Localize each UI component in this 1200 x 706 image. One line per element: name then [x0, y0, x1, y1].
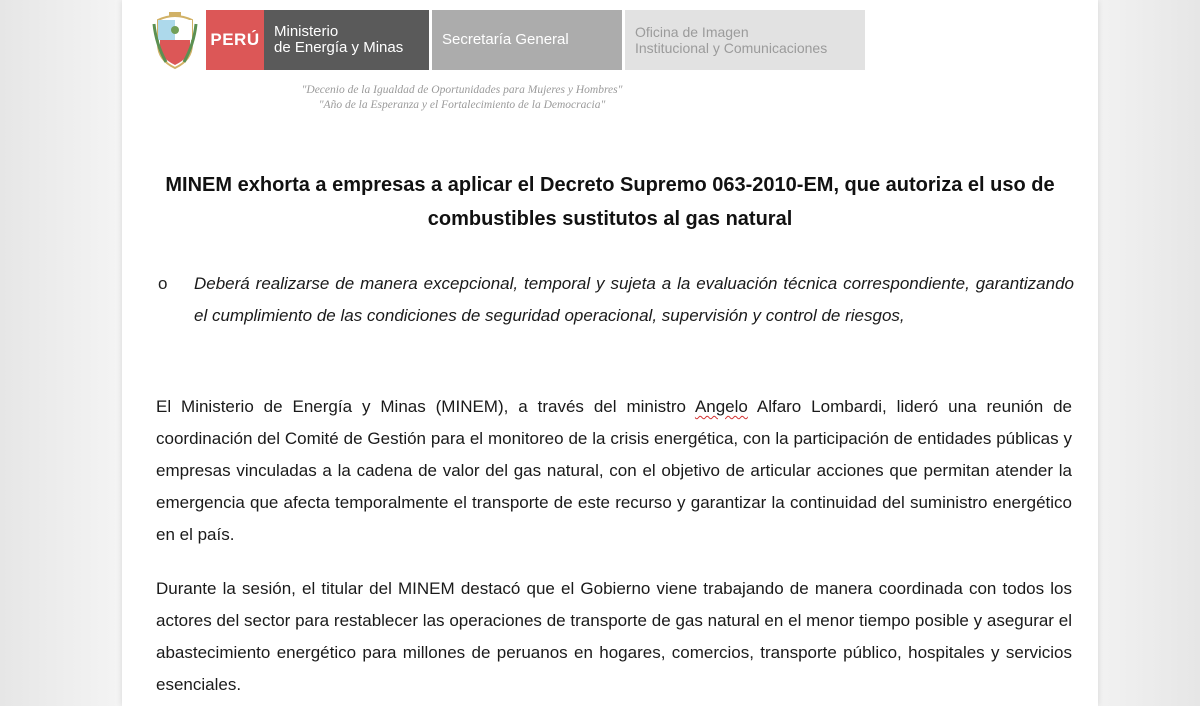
peru-label: PERÚ [210, 30, 260, 49]
secretaria-block [432, 10, 622, 70]
ministry-block [264, 10, 429, 70]
institutional-header [152, 10, 912, 76]
motto-2: "Año de la Esperanza y el Fortalecimiento de la Democracia" [318, 99, 606, 111]
ministry-line-1: Ministerio [274, 23, 339, 40]
bullet-marker: o [158, 274, 168, 293]
secretaria-label: Secretaría General [442, 31, 569, 48]
paragraph-2: Durante la sesión, el titular del MINEM destacó que el Gobierno viene trabajando de manera coordinada con todos los actores del sector para restablecer las operaciones de transporte de gas natural en el menor tiempo posible y asegurar el abastecimiento energético para millones de peruanos en hogares, comercios, transporte público, hospitales y servicios esenciales. [156, 579, 1072, 694]
spellcheck-flagged-word: Angelo [694, 397, 748, 416]
oficina-block [625, 10, 865, 70]
coat-of-arms-icon [152, 10, 198, 72]
peru-label-block [206, 10, 264, 70]
document-page [122, 0, 1098, 706]
paragraph-1 [156, 391, 1072, 551]
ministry-line-2: de Energía y Minas [274, 39, 404, 56]
summary-bullet [158, 268, 1074, 332]
paragraph-1-end: Alfaro Lombardi, lideró una reunión de coordinación del Comité de Gestión para el monitoreo de la crisis energética, con la participación de entidades públicas y empresas vinculadas a la cadena de valor del gas natural, con el objetivo de articular acciones que permitan atender la emergencia que afecta temporalmente el transporte de este recurso y garantizar la continuidad del suministro energético en el país. [156, 397, 1072, 544]
oficina-line-1: Oficina de Imagen [635, 24, 749, 40]
article-title: MINEM exhorta a empresas a aplicar el Decreto Supremo 063-2010-EM, que autoriza el uso de combustibles sustitutos al gas natural [165, 174, 1055, 230]
motto-1: "Decenio de la Igualdad de Oportunidades para Mujeres y Hombres" [301, 84, 623, 96]
header-mottos [182, 83, 742, 113]
bullet-text: Deberá realizarse de manera excepcional, temporal y sujeta a la evaluación técnica correspondiente, garantizando el cumplimiento de las condiciones de seguridad operacional, supervisión y control de riesgos, [194, 274, 1074, 325]
oficina-line-2: Institucional y Comunicaciones [635, 40, 828, 56]
paragraph-1-start: El Ministerio de Energía y Minas (MINEM), a través del ministro [156, 397, 695, 416]
